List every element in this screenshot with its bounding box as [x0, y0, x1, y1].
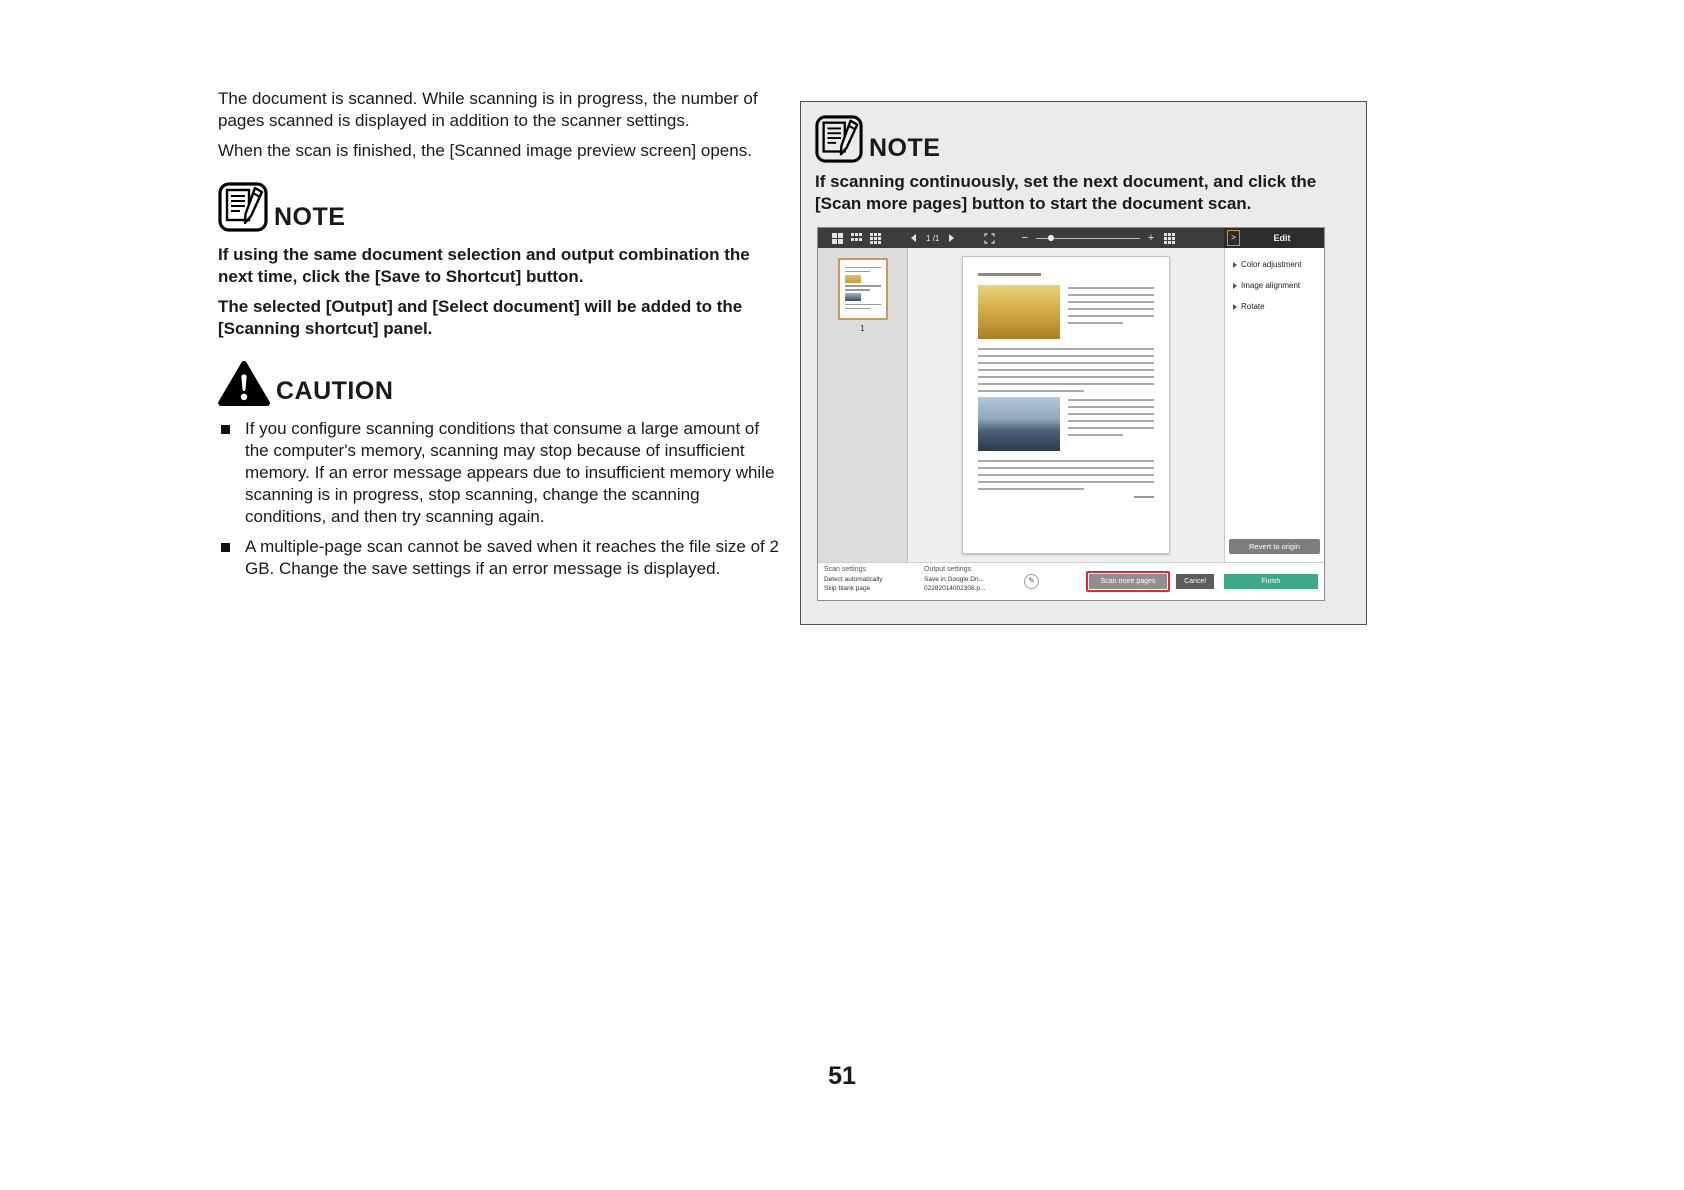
- edit-panel-header: [1224, 228, 1324, 248]
- paragraph-scan-progress: The document is scanned. While scanning is in progress, the number of pages scanned is displayed in addition to the scanner settings.: [218, 89, 758, 130]
- note-heading-row: [218, 182, 784, 232]
- grid-view-icon[interactable]: [1164, 233, 1175, 244]
- expand-panel-icon[interactable]: >: [1227, 230, 1240, 246]
- page-number: 51: [828, 1062, 856, 1090]
- document-text-placeholder: [1068, 397, 1154, 451]
- bullet-square-icon: [221, 425, 230, 434]
- wheat-field-photo: [978, 285, 1060, 339]
- preview-body: [818, 248, 1324, 562]
- thumbnail-photo-placeholder: [845, 293, 861, 301]
- edit-tools-panel: [1224, 248, 1324, 562]
- caution-heading-row: [218, 360, 784, 406]
- preview-footer: [818, 562, 1324, 600]
- caution-item-text: If you configure scanning conditions that consume a large amount of the computer's memory, scanning may stop because of insufficient memory. If an error message appears due to insufficient memory while scanning is in progress, stop scanning, change the scanning conditions, and then try scanning again.: [245, 419, 775, 526]
- note-icon: [218, 182, 268, 232]
- small-thumbnail-view-icon[interactable]: [870, 233, 881, 244]
- preview-area: [908, 248, 1224, 562]
- caution-item: [218, 418, 784, 528]
- footer-buttons: [1086, 566, 1318, 597]
- zoom-out-icon[interactable]: −: [1021, 231, 1028, 244]
- note-lead-text: If scanning continuously, set the next document, and click the [Scan more pages] button to start the document scan.: [815, 172, 1317, 213]
- note-heading: NOTE: [274, 203, 346, 231]
- panel-item-rotate[interactable]: [1225, 296, 1324, 317]
- output-setting-value: 02282014002308.p...: [924, 585, 986, 592]
- panel-item-label: Color adjustment: [1241, 260, 1302, 269]
- chevron-right-icon: [1233, 262, 1237, 268]
- document-text-placeholder: [1068, 285, 1154, 339]
- previous-page-icon[interactable]: [911, 234, 916, 242]
- note-icon: [815, 115, 863, 163]
- chevron-right-icon: [1233, 283, 1237, 289]
- caution-item-text: A multiple-page scan cannot be saved when it reaches the file size of 2 GB. Change the save settings if an error message is displayed.: [245, 537, 779, 578]
- chevron-right-icon: [1233, 304, 1237, 310]
- panel-item-color-adjustment[interactable]: [1225, 254, 1324, 275]
- thumbnail-number: 1: [860, 324, 865, 333]
- scanned-page-preview: [962, 256, 1170, 554]
- large-thumbnail-view-icon[interactable]: [832, 233, 843, 244]
- note-bold-2: The selected [Output] and [Select document] will be added to the [Scanning shortcut] panel.: [218, 297, 743, 338]
- caution-item: [218, 536, 784, 580]
- thumbnail-photo-placeholder: [845, 275, 861, 283]
- document-text-placeholder: [978, 460, 1154, 490]
- body-text-column: [218, 88, 784, 588]
- zoom-in-icon[interactable]: +: [1147, 231, 1155, 244]
- scan-more-highlight-annotation: [1086, 571, 1170, 592]
- panel-item-image-alignment[interactable]: [1225, 275, 1324, 296]
- note-heading-row: [815, 115, 1352, 163]
- document-text-placeholder: [978, 348, 1154, 392]
- panel-item-label: Image alignment: [1241, 281, 1301, 290]
- scan-settings-label: Scan settings: [824, 566, 867, 573]
- note-bold-1: If using the same document selection and output combination the next time, click the [Save to Shortcut] button.: [218, 245, 750, 286]
- page-thumbnail[interactable]: [838, 258, 888, 320]
- finish-button[interactable]: Finish: [1224, 574, 1318, 589]
- medium-thumbnail-view-icon[interactable]: [851, 233, 862, 244]
- paragraph-scan-finished: When the scan is finished, the [Scanned image preview screen] opens.: [218, 141, 752, 160]
- edit-label: Edit: [1273, 233, 1291, 243]
- note-callout-box: [800, 101, 1367, 625]
- scan-setting-value: Detect automatically: [824, 576, 883, 583]
- scan-settings-group: [824, 566, 912, 597]
- scanner-preview-window: [817, 227, 1325, 601]
- caution-icon: [218, 360, 270, 406]
- panel-item-label: Rotate: [1241, 302, 1265, 311]
- next-page-icon[interactable]: [949, 234, 954, 242]
- scan-setting-value: Skip blank page: [824, 585, 871, 592]
- cancel-button[interactable]: Cancel: [1176, 574, 1214, 589]
- output-settings-group: [924, 566, 1020, 597]
- output-setting-value: Save in Google Dri...: [924, 576, 984, 583]
- preview-toolbar: [818, 228, 1324, 248]
- document-title-placeholder: [978, 273, 1041, 276]
- output-settings-label: Output settings: [924, 566, 972, 573]
- edit-output-icon[interactable]: ✎: [1024, 574, 1039, 589]
- caution-heading: CAUTION: [276, 377, 394, 405]
- scan-more-pages-button[interactable]: Scan more pages: [1089, 574, 1167, 589]
- revert-to-origin-button[interactable]: Revert to origin: [1229, 539, 1320, 554]
- page-indicator: 1 /1: [926, 233, 940, 243]
- note-heading: NOTE: [869, 134, 941, 162]
- city-skyline-photo: [978, 397, 1060, 451]
- thumbnail-panel: [818, 248, 908, 562]
- bullet-square-icon: [221, 543, 230, 552]
- crop-icon[interactable]: [984, 233, 995, 244]
- zoom-slider-knob[interactable]: [1048, 235, 1054, 241]
- zoom-slider[interactable]: [1036, 238, 1140, 239]
- document-footer-placeholder: [1134, 496, 1154, 498]
